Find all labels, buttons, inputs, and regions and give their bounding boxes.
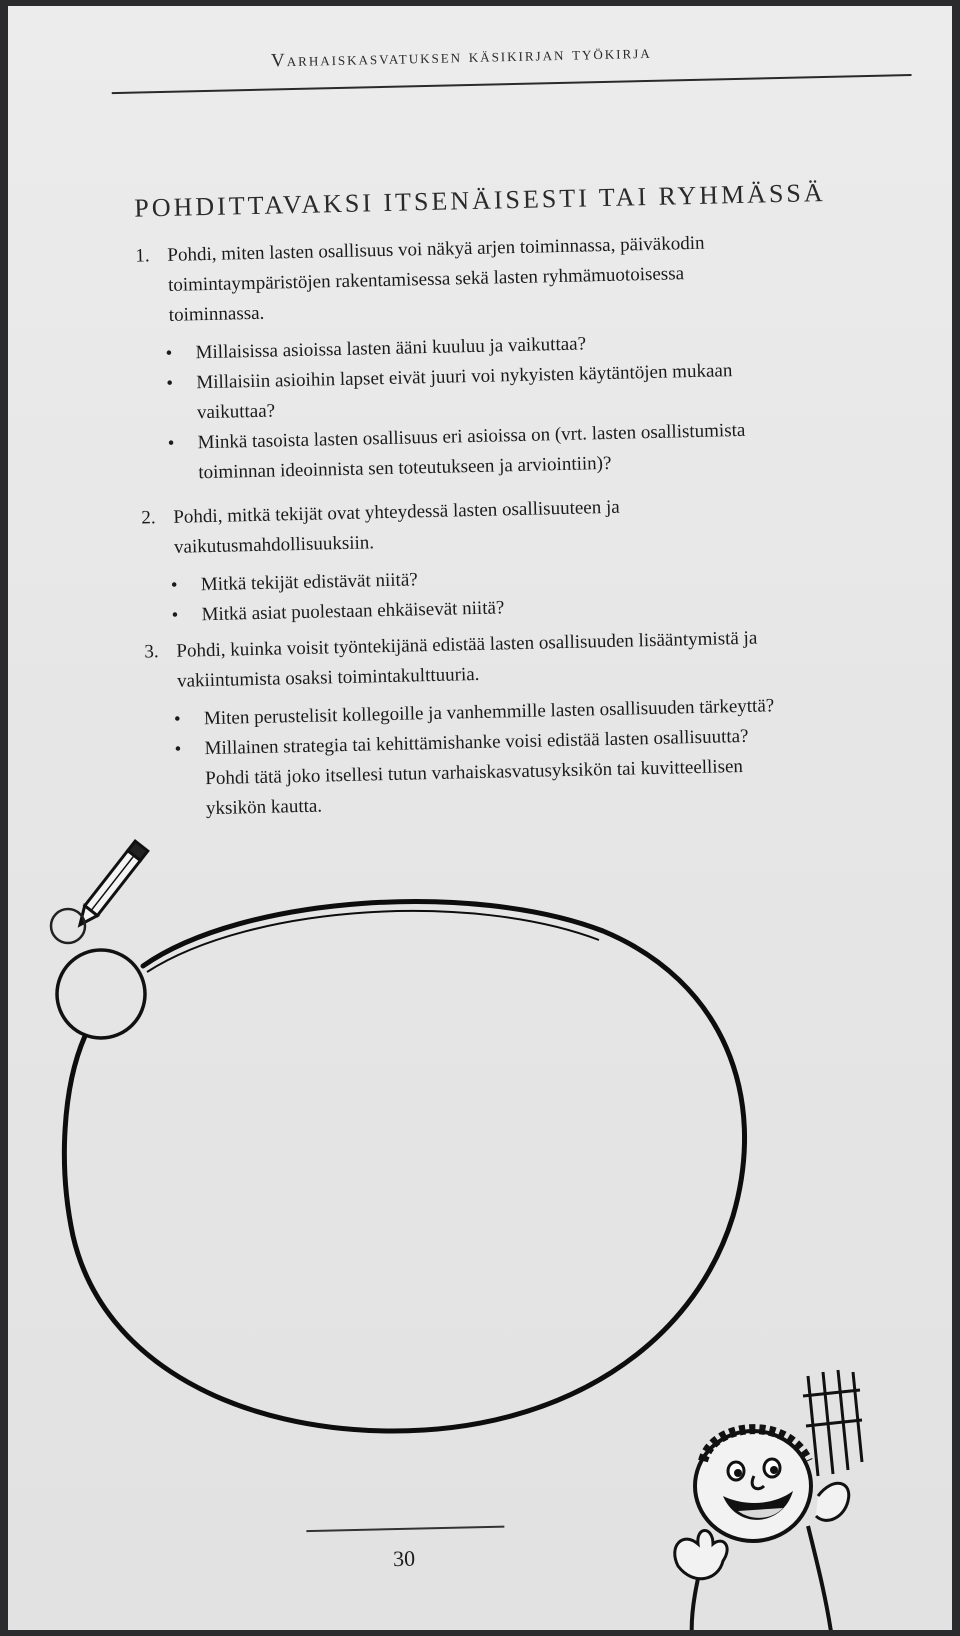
question-number: 2. — [141, 507, 156, 529]
question-bullets — [146, 691, 789, 825]
running-head: Varhaiskasvatuksen käsikirjan työkirja — [270, 41, 652, 72]
section-title: POHDITTAVAKSI ITSENÄISESTI TAI RYHMÄSSÄ — [134, 177, 826, 223]
question-number: 3. — [144, 641, 159, 663]
bullet-item: • Mitkä tekijät edistävät niitä? — [201, 557, 784, 600]
question-text: Pohdi, mitkä tekijät ovat yhteydessä lasten osallisuuteen ja vaikutusmahdollisuuksiin. — [173, 496, 620, 558]
question-number: 1. — [135, 245, 150, 267]
question-1 — [135, 227, 780, 489]
workbook-page — [8, 6, 952, 1630]
question-2 — [141, 489, 784, 631]
bullet-item: • Millaisissa asioissa lasten ääni kuuluu ja vaikuttaa? — [195, 325, 778, 368]
question-bullets — [137, 325, 780, 489]
footer-rule — [306, 1526, 504, 1532]
bullet-item: • Minkä tasoista lasten osallisuus eri asioissa on (vrt. lasten osallistumista toiminnan ideoinnista sen toteutukseen ja arviointiin)? — [197, 415, 780, 488]
page-number: 30 — [392, 1545, 416, 1572]
bullet-item: • Miten perustelisit kollegoille ja vanhemmille lasten osallisuuden tärkeyttä? — [204, 691, 787, 734]
bullet-item: • Mitkä asiat puolestaan ehkäisevät niitä? — [201, 587, 784, 630]
bullet-item: • Millainen strategia tai kehittämishanke voisi edistää lasten osallisuutta? Pohdi tätä joko itsellesi tutun varhaiskasvatusyksikön tai kuvitteellisen yksikön kautta. — [204, 721, 788, 824]
question-text: Pohdi, miten lasten osallisuus voi näkyä arjen toiminnassa, päiväkodin toimintaympäristöjen rakentamisessa sekä lasten ryhmämuotoisessa toiminnassa. — [167, 232, 705, 326]
question-3 — [144, 623, 788, 825]
question-text: Pohdi, kuinka voisit työntekijänä edistää lasten osallisuuden lisääntymistä ja vakiintumista osaksi toimintakulttuuria. — [176, 627, 758, 692]
bullet-item: • Millaisiin asioihin lapset eivät juuri voi nykyisten käytäntöjen mukaan vaikuttaa? — [196, 355, 779, 428]
header-rule — [112, 74, 912, 94]
child-cartoon-icon — [668, 1366, 918, 1630]
question-bullets — [143, 557, 784, 632]
